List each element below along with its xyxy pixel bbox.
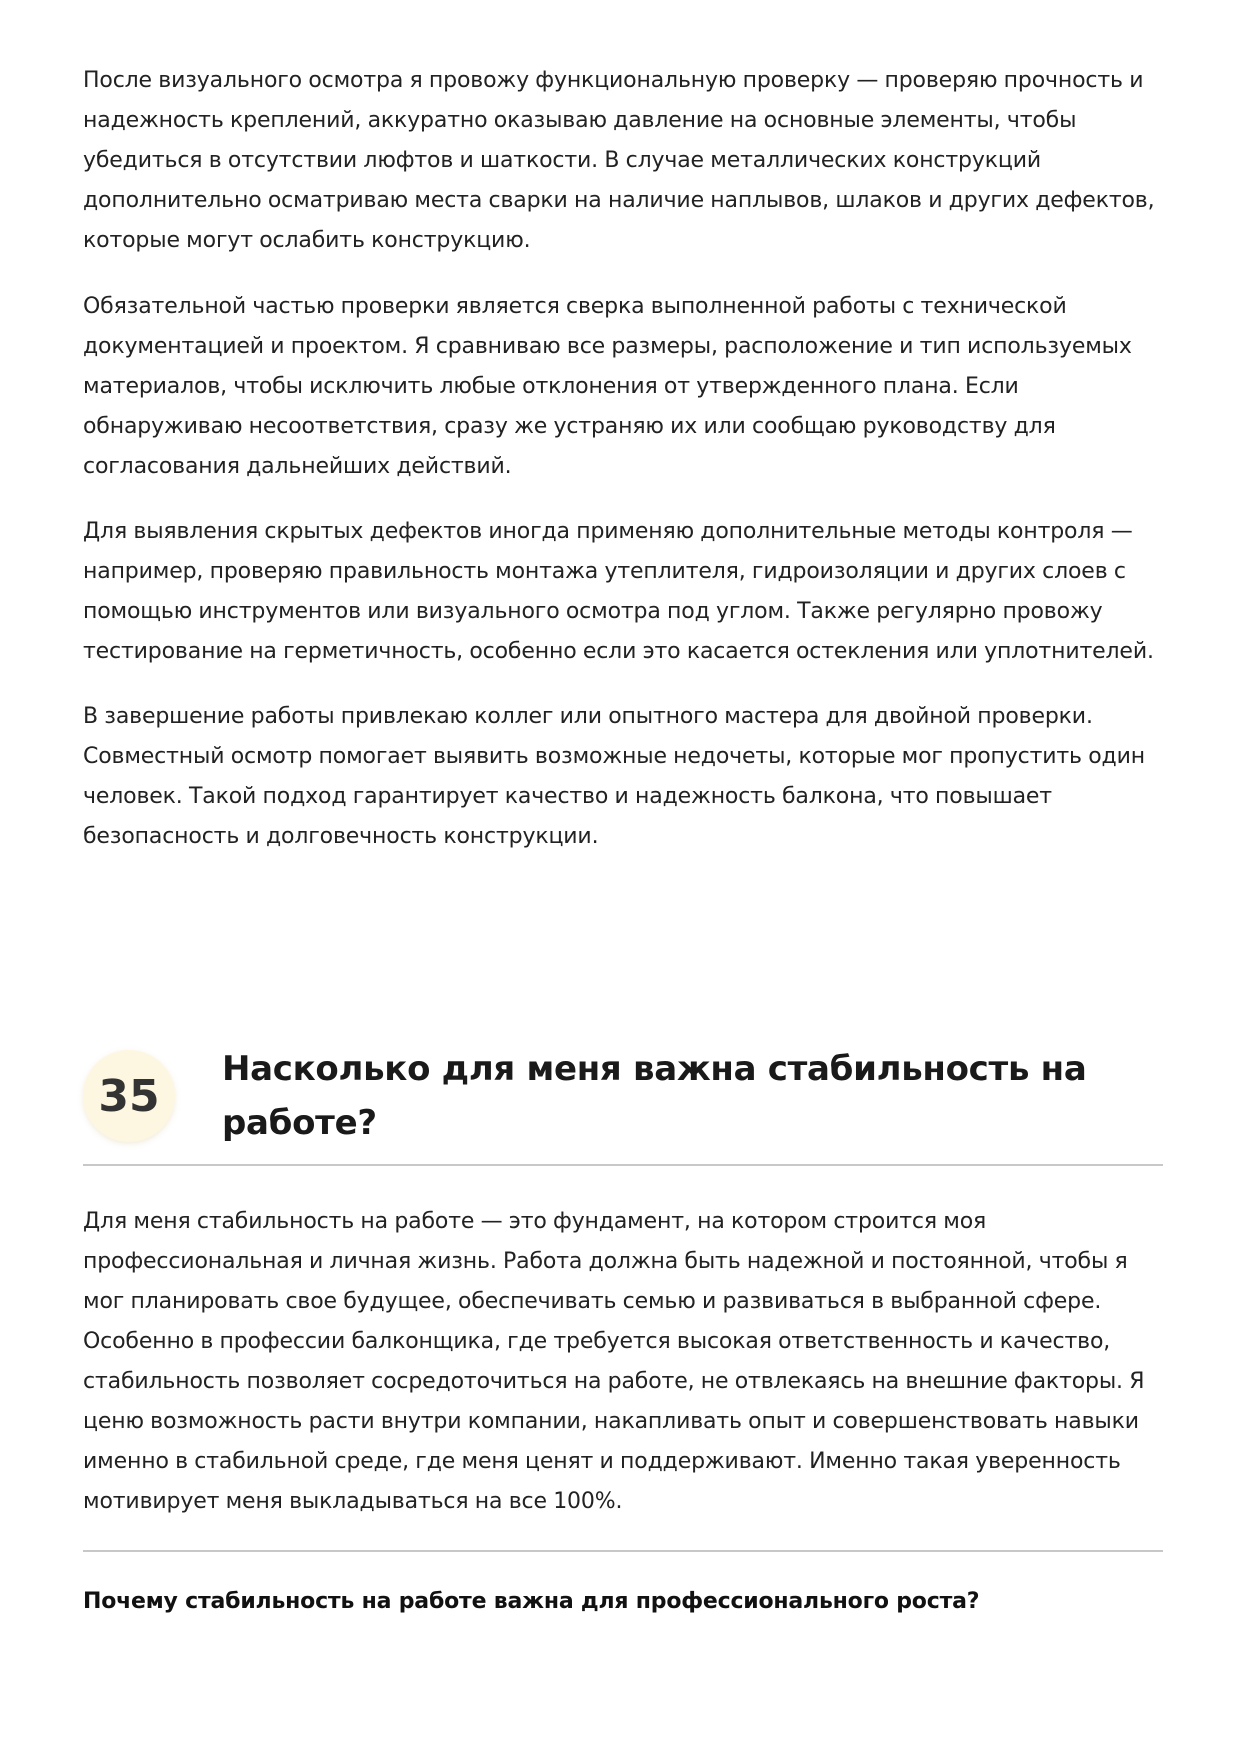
question-number-badge: 35 [83,1050,175,1142]
paragraph-hidden-defects: Для выявления скрытых дефектов иногда применяю дополнительные методы контроля — например, проверяю правильность монтажа утеплителя, гидроизоляции и других слоев с помощью инструментов или визуального осмотра под углом. Также регулярно провожу тестирование на герметичность, особенно если это касается остекления или уплотнителей. [83,519,1154,664]
question-header [83,1030,1163,1160]
question-answer: Для меня стабильность на работе — это фундамент, на котором строится моя профессиональная и личная жизнь. Работа должна быть надежной и постоянной, чтобы я мог планировать свое будущее, обеспечивать семью и развиваться в выбранной сфере. Особенно в профессии балконщика, где требуется высокая ответственность и качество, стабильность позволяет сосредоточиться на работе, не отвлекаясь на внешние факторы. Я ценю возможность расти внутри компании, накапливать опыт и совершенствовать навыки именно в стабильной среде, где меня ценят и поддерживают. Именно такая уверенность мотивирует меня выкладываться на все 100%. [83,1209,1145,1514]
paragraph-functional-check: После визуального осмотра я провожу функциональную проверку — проверяю прочность и надежность креплений, аккуратно оказываю давление на основные элементы, чтобы убедиться в отсутствии люфтов и шаткости. В случае металлических конструкций дополнительно осматриваю места сварки на наличие наплывов, шлаков и других дефектов, которые могут ослабить конструкцию. [83,68,1155,253]
question-title: Насколько для меня важна стабильность на работе? [222,1049,1087,1143]
paragraph-documentation-check: Обязательной частью проверки является сверка выполненной работы с технической документацией и проектом. Я сравниваю все размеры, расположение и тип используемых материалов, чтобы исключить любые отклонения от утвержденного плана. Если обнаруживаю несоответствия, сразу же устраняю их или сообщаю руководству для согласования дальнейших действий. [83,294,1132,479]
question-divider [83,1164,1163,1166]
answer-divider [83,1550,1163,1552]
paragraph-peer-review: В завершение работы привлекаю коллег или опытного мастера для двойной проверки. Совместный осмотр помогает выявить возможные недочеты, которые мог пропустить один человек. Такой подход гарантирует качество и надежность балкона, что повышает безопасность и долговечность конструкции. [83,704,1145,849]
follow-up-question: Почему стабильность на работе важна для профессионального роста? [83,1589,980,1614]
